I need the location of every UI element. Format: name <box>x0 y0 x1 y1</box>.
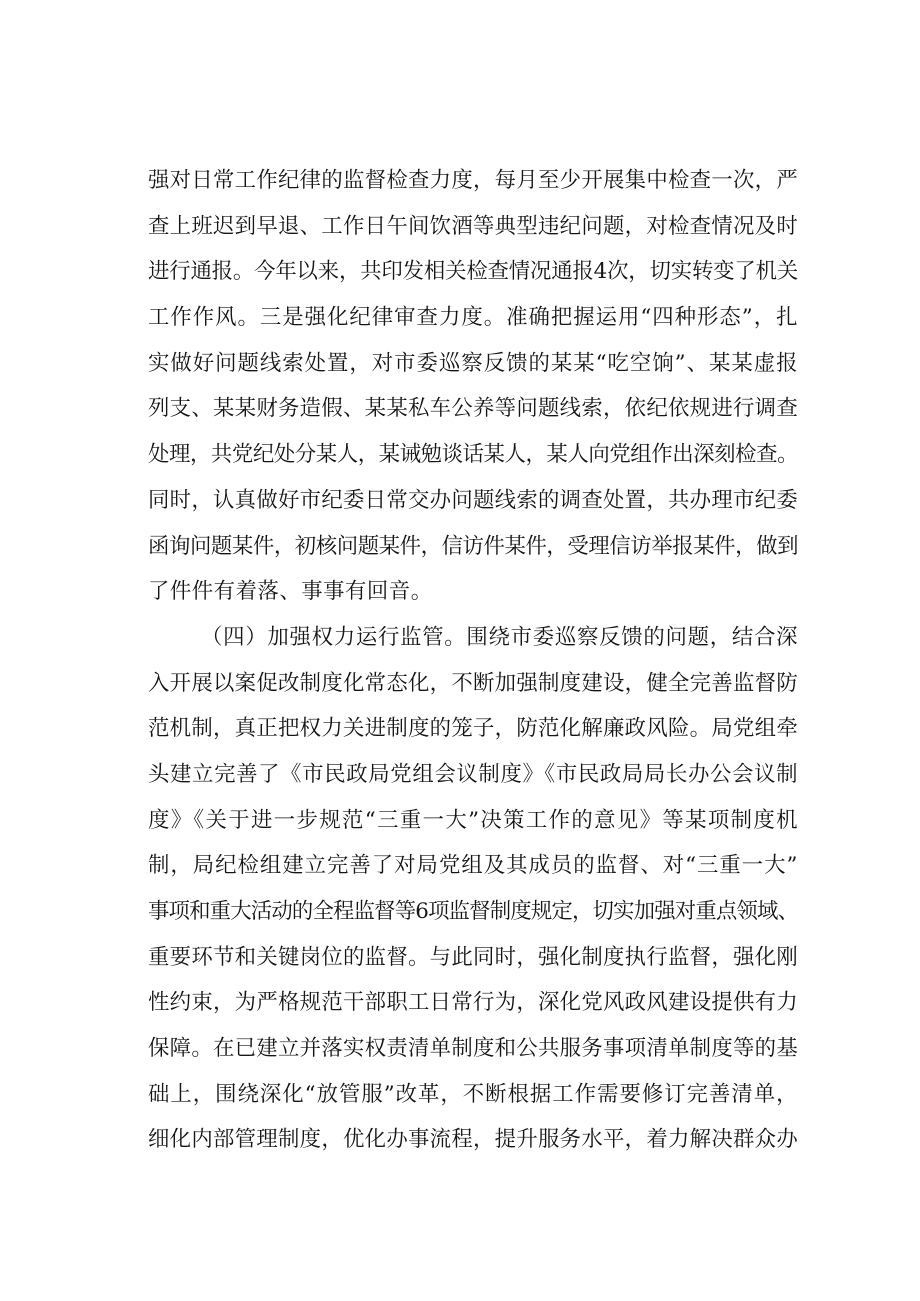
text-line: 入开展以案促改制度化常态化，不断加强制度建设，健全完善监督防 <box>148 670 798 696</box>
section-heading-line: （四）加强权力运行监管。围绕市委巡察反馈的问题，结合深 <box>201 624 798 650</box>
text-line: 同时，认真做好市纪委日常交办问题线索的调查处置，共办理市纪委 <box>148 487 798 513</box>
text-line: 范机制，真正把权力关进制度的笼子，防范化解廉政风险。局党组牵 <box>148 716 798 742</box>
text-line: 保障。在已建立并落实权责清单制度和公共服务事项清单制度等的基 <box>148 1036 798 1062</box>
text-line: 列支、某某财务造假、某某私车公养等问题线索，依纪依规进行调查 <box>148 396 798 422</box>
text-line: 制，局纪检组建立完善了对局党组及其成员的监督、对“三重一大” <box>148 853 798 879</box>
text-line: 础上，围绕深化“放管服”改革，不断根据工作需要修订完善清单， <box>148 1081 798 1107</box>
text-line: 函询问题某件，初核问题某件，信访件某件，受理信访举报某件，做到 <box>148 533 798 559</box>
text-line: 性约束，为严格规范干部职工日常行为，深化党风政风建设提供有力 <box>148 990 798 1016</box>
text-line: 进行通报。今年以来，共印发相关检查情况通报4次，切实转变了机关 <box>148 259 798 285</box>
text-line: 强对日常工作纪律的监督检查力度，每月至少开展集中检查一次，严 <box>148 168 798 193</box>
text-line: 度》《关于进一步规范“三重一大”决策工作的意见》等某项制度机 <box>148 807 798 833</box>
text-line: 查上班迟到早退、工作日午间饮酒等典型违纪问题，对检查情况及时 <box>148 213 798 239</box>
paragraph-end-line: 了件件有着落、事事有回音。 <box>148 579 433 605</box>
text-line: 处理，共党纪处分某人，某诫勉谈话某人，某人向党组作出深刻检查。 <box>148 442 798 468</box>
text-line: 实做好问题线索处置，对市委巡察反馈的某某“吃空饷”、某某虚报 <box>148 350 798 376</box>
text-line: 头建立完善了《市民政局党组会议制度》《市民政局局长办公会议制 <box>148 761 798 787</box>
text-line: 事项和重大活动的全程监督等6项监督制度规定，切实加强对重点领域、 <box>148 899 798 924</box>
text-line: 工作作风。三是强化纪律审查力度。准确把握运用“四种形态”，扎 <box>148 305 798 331</box>
body-text <box>148 158 798 1163</box>
text-line: 细化内部管理制度，优化办事流程，提升服务水平，着力解决群众办 <box>148 1127 798 1153</box>
text-line: 重要环节和关键岗位的监督。与此同时，强化制度执行监督，强化刚 <box>148 944 798 970</box>
